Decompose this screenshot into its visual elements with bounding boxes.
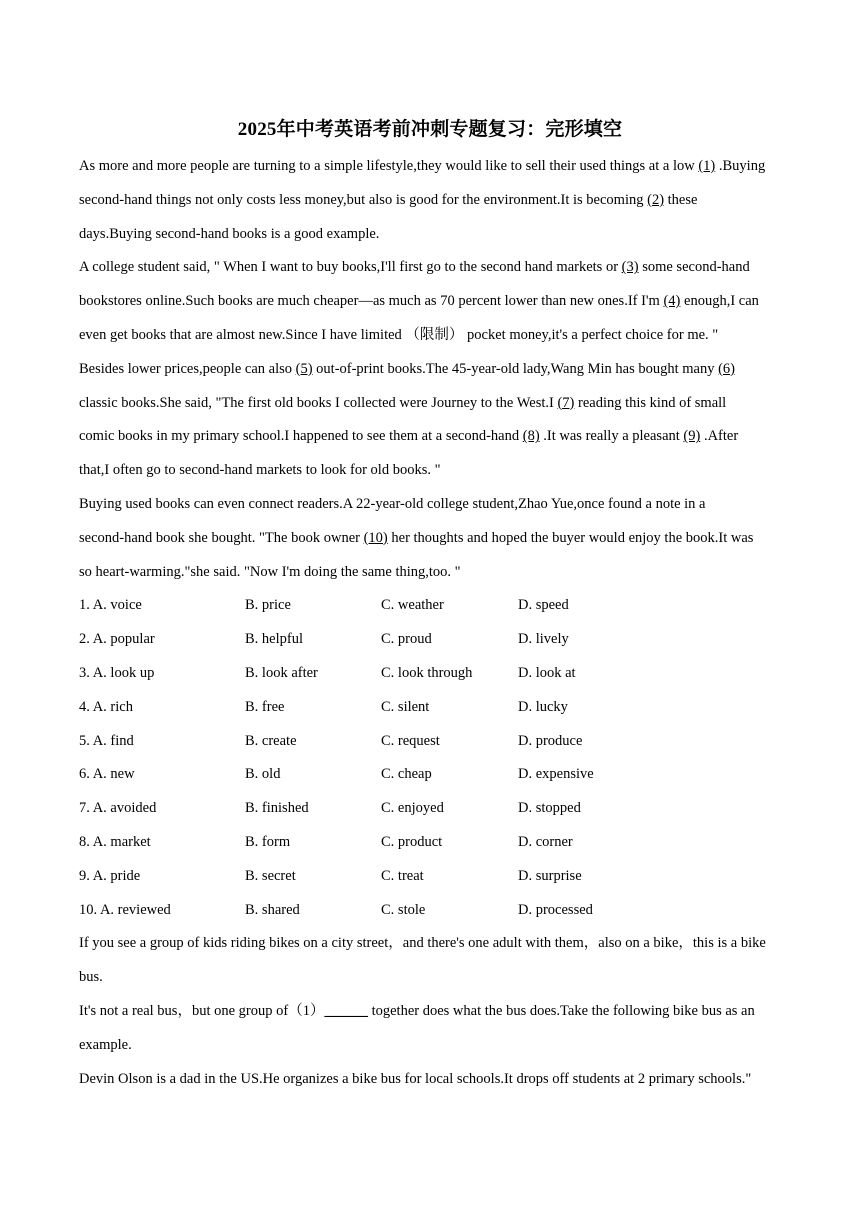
option-c: C. stole: [381, 901, 426, 918]
text-line: Buying used books can even connect readers.A 22-year-old college student,Zhao Yue,once found a note in a: [79, 495, 706, 512]
blank-8: (8): [522, 428, 540, 445]
text-line: Devin Olson is a dad in the US.He organizes a bike bus for local schools.It drops off students at 2 primary schools.": [79, 1070, 752, 1087]
text-line: It's not a real bus，but one group of（1）______ together does what the bus does.Take the following bike bus as an: [79, 1002, 755, 1019]
option-b: B. look after: [245, 664, 318, 681]
option-row-4: [79, 691, 784, 725]
text-line: example.: [79, 1036, 132, 1053]
text-line: even get books that are almost new.Since I have limited （限制） pocket money,it's a perfect choice for me. ": [79, 326, 719, 343]
blank-4: (4): [663, 293, 681, 310]
text-line: second-hand book she bought. "The book owner (10) her thoughts and hoped the buyer would enjoy the book.It was: [79, 529, 754, 546]
option-b: B. form: [245, 833, 291, 850]
option-b: B. price: [245, 597, 291, 614]
option-a: 8. A. market: [79, 833, 151, 850]
option-row-9: [79, 860, 784, 894]
option-b: B. create: [245, 732, 297, 749]
option-row-5: [79, 725, 784, 759]
option-a: 2. A. popular: [79, 631, 155, 648]
option-b: B. helpful: [245, 631, 303, 648]
blank-3: (3): [621, 259, 639, 276]
text-line: bookstores online.Such books are much cheaper—as much as 70 percent lower than new ones.If I'm (4) enough,I can: [79, 293, 759, 310]
blank-10: (10): [363, 529, 388, 546]
page-title: 2025年中考英语考前冲刺专题复习：完形填空: [237, 119, 623, 140]
option-d: D. lively: [518, 631, 569, 648]
option-d: D. surprise: [518, 867, 582, 884]
option-a: 5. A. find: [79, 732, 134, 749]
option-row-8: [79, 826, 784, 860]
blank-6: (6): [718, 360, 736, 377]
text-line: comic books in my primary school.I happened to see them at a second-hand (8) .It was really a pleasant (9) .After: [79, 428, 739, 445]
blank-7: (7): [557, 394, 575, 411]
document-body: [79, 150, 784, 1096]
option-d: D. stopped: [518, 800, 581, 817]
option-row-2: [79, 623, 784, 657]
option-d: D. expensive: [518, 766, 594, 783]
option-a: 4. A. rich: [79, 698, 133, 715]
option-row-3: [79, 657, 784, 691]
blank-5: (5): [295, 360, 313, 377]
option-d: D. processed: [518, 901, 593, 918]
option-a: 10. A. reviewed: [79, 901, 171, 918]
text-line: bus.: [79, 969, 103, 986]
option-c: C. request: [381, 732, 440, 749]
option-row-10: [79, 894, 784, 928]
option-c: C. proud: [381, 631, 432, 648]
option-row-1: [79, 589, 784, 623]
option-b: B. secret: [245, 867, 296, 884]
text-line: second-hand things not only costs less money,but also is good for the environment.It is becoming (2) these: [79, 191, 698, 208]
option-c: C. weather: [381, 597, 444, 614]
text-line: that,I often go to second-hand markets to look for old books. ": [79, 462, 441, 479]
option-d: D. corner: [518, 833, 573, 850]
option-a: 7. A. avoided: [79, 800, 157, 817]
option-b: B. shared: [245, 901, 300, 918]
option-d: D. speed: [518, 597, 569, 614]
option-b: B. old: [245, 766, 281, 783]
option-c: C. cheap: [381, 766, 432, 783]
option-c: C. product: [381, 833, 443, 850]
blank-2: (2): [647, 191, 665, 208]
option-row-6: [79, 758, 784, 792]
text-line: If you see a group of kids riding bikes on a city street，and there's one adult with them，also on a bike，this is a bike: [79, 935, 766, 952]
option-c: C. silent: [381, 698, 430, 715]
text-line: days.Buying second-hand books is a good example.: [79, 225, 380, 242]
blank-1: (1): [698, 158, 716, 174]
option-d: D. lucky: [518, 698, 568, 715]
text-line: so heart-warming."she said. "Now I'm doing the same thing,too. ": [79, 563, 461, 580]
option-row-7: [79, 792, 784, 826]
option-a: 9. A. pride: [79, 867, 141, 884]
text-line: A college student said, " When I want to buy books,I'll first go to the second hand markets or (3) some second-hand: [79, 259, 750, 276]
option-c: C. treat: [381, 867, 424, 884]
option-d: D. look at: [518, 664, 576, 681]
blank-9: (9): [683, 428, 701, 445]
option-d: D. produce: [518, 732, 583, 749]
text-line: Besides lower prices,people can also (5) out-of-print books.The 45-year-old lady,Wang Min has bought many (6): [79, 360, 736, 377]
option-a: 1. A. voice: [79, 597, 142, 614]
text-line: As more and more people are turning to a simple lifestyle,they would like to sell their used things at a low (1) .Buying: [79, 158, 766, 174]
option-c: C. enjoyed: [381, 800, 444, 817]
text-line: classic books.She said, "The first old books I collected were Journey to the West.I (7) reading this kind of small: [79, 394, 727, 411]
option-a: 3. A. look up: [79, 664, 155, 681]
option-c: C. look through: [381, 664, 473, 681]
blank-p2-1: ______: [324, 1002, 368, 1019]
option-b: B. free: [245, 698, 285, 715]
option-a: 6. A. new: [79, 766, 135, 783]
option-b: B. finished: [245, 800, 309, 817]
